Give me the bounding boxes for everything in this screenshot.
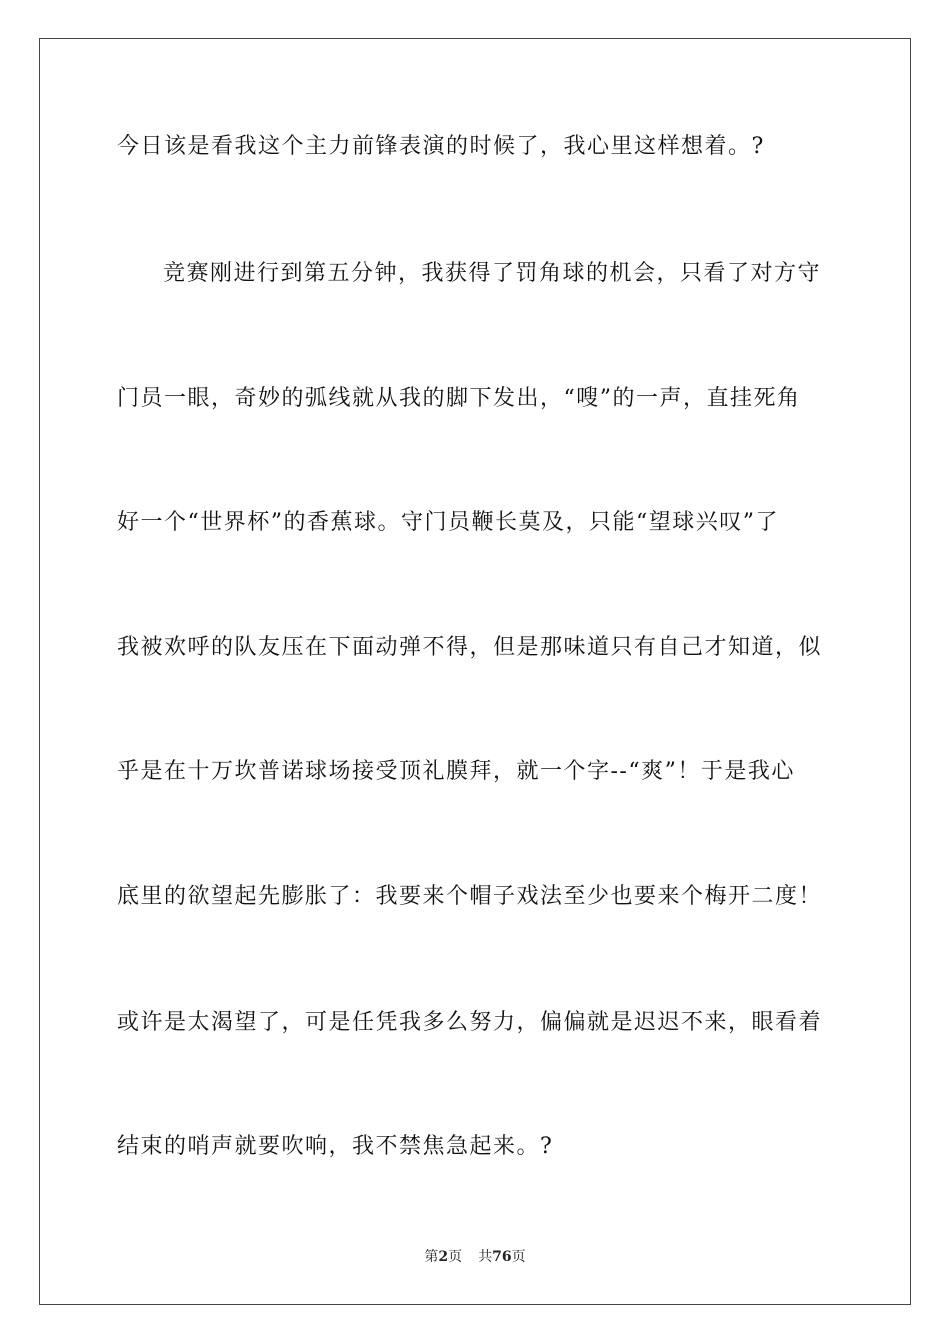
total-pages: 76 <box>492 1249 512 1265</box>
page-footer <box>0 1248 950 1266</box>
page-prefix: 第 <box>424 1249 439 1265</box>
paragraph-line-7: 底里的欲望起先膨胀了：我要来个帽子戏法至少也要来个梅开二度！ <box>117 884 823 909</box>
page-number: 2 <box>438 1249 449 1265</box>
paragraph-line-9: 结束的哨声就要吹响，我不禁焦急起来。? <box>117 1134 554 1159</box>
paragraph-line-1: 今日该是看我这个主力前锋表演的时候了，我心里这样想着。? <box>117 134 765 159</box>
paragraph-line-8: 或许是太渴望了，可是任凭我多么努力，偏偏就是迟迟不来，眼看着 <box>117 1010 823 1035</box>
paragraph-line-2: 竞赛刚进行到第五分钟，我获得了罚角球的机会，只看了对方守 <box>163 261 822 286</box>
paragraph-line-5: 我被欢呼的队友压在下面动弹不得，但是那味道只有自己才知道，似 <box>117 635 823 660</box>
paragraph-line-3: 门员一眼，奇妙的弧线就从我的脚下发出，“嗖”的一声，直挂死角 <box>117 386 801 411</box>
total-prefix: 共 <box>478 1249 493 1265</box>
page-border <box>39 38 911 1305</box>
paragraph-line-4: 好一个“世界杯”的香蕉球。守门员鞭长莫及，只能“望球兴叹”了 <box>117 510 779 535</box>
paragraph-line-6: 乎是在十万坎普诺球场接受顶礼膜拜，就一个字--“爽”！于是我心 <box>117 759 795 784</box>
page-suffix: 页 <box>448 1249 463 1265</box>
total-suffix: 页 <box>511 1249 526 1265</box>
